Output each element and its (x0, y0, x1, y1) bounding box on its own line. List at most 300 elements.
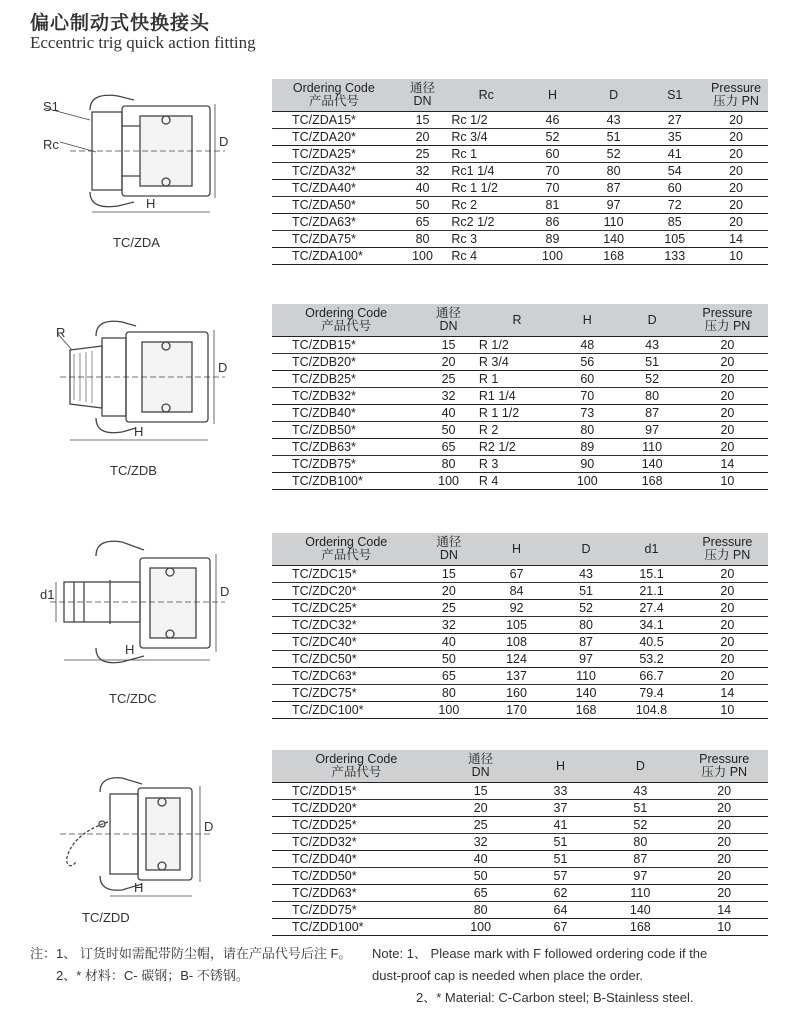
table-cell: 52 (617, 371, 686, 388)
table-cell: 80 (600, 834, 680, 851)
table-cell: R 2 (477, 422, 557, 439)
col-s1: S1 (645, 79, 704, 112)
table-cell: 65 (396, 214, 450, 231)
col-code: Ordering Code 产品代号 (272, 533, 420, 566)
col-dn: 通径 DN (420, 304, 477, 337)
table-cell: R1 1/4 (477, 388, 557, 405)
ordering-code-cell: TC/ZDD63* (272, 885, 441, 902)
ordering-code-cell: TC/ZDA15* (272, 112, 396, 129)
col-code: Ordering Code 产品代号 (272, 79, 396, 112)
table-cell: 87 (556, 634, 616, 651)
ordering-code-cell: TC/ZDC15* (272, 566, 420, 583)
table-cell: 80 (420, 685, 477, 702)
ordering-code-cell: TC/ZDC50* (272, 651, 420, 668)
table-cell: 90 (557, 456, 617, 473)
table-cell: 20 (704, 197, 768, 214)
table-cell: 80 (396, 231, 450, 248)
table-cell: 20 (687, 422, 768, 439)
ordering-code-cell: TC/ZDB100* (272, 473, 420, 490)
table-cell: 20 (687, 634, 768, 651)
table-cell: 15 (420, 566, 477, 583)
table-cell: 48 (557, 337, 617, 354)
table-cell: 20 (680, 851, 768, 868)
table-cell: 52 (556, 600, 616, 617)
table-cell: 33 (521, 783, 601, 800)
table-cell: 20 (687, 371, 768, 388)
table-cell: 50 (441, 868, 521, 885)
figure-zdc (30, 532, 230, 682)
note-en-2: dust-proof cap is needed when place the order. (372, 968, 644, 983)
table-cell: 100 (420, 473, 477, 490)
table-cell: 35 (645, 129, 704, 146)
table-cell: 20 (680, 800, 768, 817)
col-dn: 通径 DN (396, 79, 450, 112)
table-cell: 80 (441, 902, 521, 919)
table-cell: 20 (687, 354, 768, 371)
col-code: Ordering Code 产品代号 (272, 750, 441, 783)
ordering-code-cell: TC/ZDD100* (272, 919, 441, 936)
ordering-code-cell: TC/ZDD75* (272, 902, 441, 919)
table-cell: 51 (582, 129, 646, 146)
table-cell: Rc 3/4 (449, 129, 523, 146)
h-label: H (134, 424, 144, 439)
table-cell: 50 (420, 422, 477, 439)
table-cell: 20 (687, 651, 768, 668)
table-row (272, 783, 768, 800)
table-cell: 20 (687, 566, 768, 583)
table-cell: 140 (556, 685, 616, 702)
table-cell: 20 (704, 214, 768, 231)
table-cell: 57 (521, 868, 601, 885)
table-row (272, 180, 768, 197)
table-cell: R 1 (477, 371, 557, 388)
table-cell: 32 (396, 163, 450, 180)
table-cell: 32 (420, 388, 477, 405)
table-cell: 89 (557, 439, 617, 456)
table-cell: 140 (582, 231, 646, 248)
col-d: D (617, 304, 686, 337)
table-cell: 84 (477, 583, 556, 600)
table-cell: 53.2 (616, 651, 686, 668)
ordering-code-cell: TC/ZDD25* (272, 817, 441, 834)
table-cell: 32 (420, 617, 477, 634)
ordering-code-cell: TC/ZDA25* (272, 146, 396, 163)
ordering-code-cell: TC/ZDA63* (272, 214, 396, 231)
table-cell: 20 (687, 600, 768, 617)
ordering-code-cell: TC/ZDD20* (272, 800, 441, 817)
table-cell: 64 (521, 902, 601, 919)
table-cell: 170 (477, 702, 556, 719)
table-row (272, 405, 768, 422)
col-pressure: Pressure 压力 PN (687, 304, 768, 337)
page-title-en: Eccentric trig quick action fitting (30, 33, 256, 52)
table-cell: 81 (523, 197, 582, 214)
table-cell: 15 (441, 783, 521, 800)
table-cell: 20 (680, 885, 768, 902)
table-cell: 14 (704, 231, 768, 248)
table-cell: 60 (645, 180, 704, 197)
table-cell: R2 1/2 (477, 439, 557, 456)
table-cell: R 1 1/2 (477, 405, 557, 422)
table-row (272, 617, 768, 634)
ordering-code-cell: TC/ZDB20* (272, 354, 420, 371)
table-cell: 51 (600, 800, 680, 817)
table-cell: 43 (617, 337, 686, 354)
table-cell: 104.8 (616, 702, 686, 719)
table-cell: Rc 4 (449, 248, 523, 265)
table-cell: 52 (523, 129, 582, 146)
table-cell: R 4 (477, 473, 557, 490)
table-row (272, 600, 768, 617)
table-cell: 25 (420, 371, 477, 388)
table-cell: Rc 1 1/2 (449, 180, 523, 197)
table-cell: 97 (617, 422, 686, 439)
table-cell: 80 (420, 456, 477, 473)
table-row (272, 354, 768, 371)
table-cell: 20 (687, 617, 768, 634)
col-r: R (477, 304, 557, 337)
table-cell: 100 (396, 248, 450, 265)
table-row (272, 129, 768, 146)
table-cell: 40 (441, 851, 521, 868)
table-cell: 41 (521, 817, 601, 834)
table-row (272, 902, 768, 919)
col-d: D (582, 79, 646, 112)
h-label: H (146, 196, 156, 211)
col-code: Ordering Code 产品代号 (272, 304, 420, 337)
table-cell: 56 (557, 354, 617, 371)
table-row (272, 422, 768, 439)
table-cell: 43 (600, 783, 680, 800)
table-row (272, 685, 768, 702)
ordering-code-cell: TC/ZDC75* (272, 685, 420, 702)
col-rc: Rc (449, 79, 523, 112)
ordering-code-cell: TC/ZDD40* (272, 851, 441, 868)
ordering-code-cell: TC/ZDA32* (272, 163, 396, 180)
table-cell: 25 (396, 146, 450, 163)
table-cell: 21.1 (616, 583, 686, 600)
table-cell: 20 (704, 163, 768, 180)
table-cell: 66.7 (616, 668, 686, 685)
table-zdd (272, 750, 768, 936)
table-cell: 80 (617, 388, 686, 405)
table-row (272, 473, 768, 490)
table-row (272, 248, 768, 265)
table-cell: 110 (582, 214, 646, 231)
table-cell: 10 (687, 702, 768, 719)
ordering-code-cell: TC/ZDB63* (272, 439, 420, 456)
zda-drawing (30, 82, 230, 232)
table-cell: 51 (617, 354, 686, 371)
table-cell: 20 (704, 180, 768, 197)
table-row (272, 439, 768, 456)
table-row (272, 371, 768, 388)
table-cell: 51 (521, 834, 601, 851)
col-h: H (557, 304, 617, 337)
table-row (272, 919, 768, 936)
table-cell: 25 (420, 600, 477, 617)
table-cell: 20 (680, 868, 768, 885)
ordering-code-cell: TC/ZDD50* (272, 868, 441, 885)
table-cell: 70 (523, 180, 582, 197)
table-cell: 15 (396, 112, 450, 129)
table-row (272, 163, 768, 180)
table-row (272, 851, 768, 868)
table-cell: 20 (441, 800, 521, 817)
table-cell: 51 (521, 851, 601, 868)
table-cell: 50 (396, 197, 450, 214)
table-cell: 97 (556, 651, 616, 668)
table-cell: 124 (477, 651, 556, 668)
table-cell: 168 (617, 473, 686, 490)
table-cell: 10 (680, 919, 768, 936)
ordering-code-cell: TC/ZDB75* (272, 456, 420, 473)
col-d: D (600, 750, 680, 783)
table-row (272, 668, 768, 685)
table-cell: 137 (477, 668, 556, 685)
h-label: H (134, 880, 144, 895)
note-en-3: 2、* Material: C-Carbon steel; B-Stainless steel. (416, 990, 694, 1005)
table-cell: 105 (477, 617, 556, 634)
ordering-code-cell: TC/ZDC40* (272, 634, 420, 651)
table-cell: R 3 (477, 456, 557, 473)
figure-zdb (30, 308, 230, 453)
table-cell: 70 (557, 388, 617, 405)
table-cell: 20 (687, 668, 768, 685)
table-cell: 86 (523, 214, 582, 231)
table-cell: R 1/2 (477, 337, 557, 354)
table-cell: 97 (600, 868, 680, 885)
table-cell: 87 (582, 180, 646, 197)
table-cell: 20 (687, 439, 768, 456)
ordering-code-cell: TC/ZDA75* (272, 231, 396, 248)
table-cell: 20 (704, 129, 768, 146)
ordering-code-cell: TC/ZDC20* (272, 583, 420, 600)
table-cell: 100 (441, 919, 521, 936)
table-cell: 20 (687, 388, 768, 405)
table-cell: 110 (617, 439, 686, 456)
table-row (272, 197, 768, 214)
table-row (272, 800, 768, 817)
ordering-code-cell: TC/ZDB32* (272, 388, 420, 405)
d-label: D (219, 134, 229, 149)
s1-label: S1 (43, 99, 59, 114)
table-cell: 40.5 (616, 634, 686, 651)
col-dn: 通径 DN (441, 750, 521, 783)
table-cell: 10 (687, 473, 768, 490)
table-row (272, 817, 768, 834)
table-cell: Rc 3 (449, 231, 523, 248)
table-cell: 27.4 (616, 600, 686, 617)
section-label-zdc: TC/ZDC (109, 691, 157, 706)
table-row (272, 634, 768, 651)
table-cell: 52 (600, 817, 680, 834)
table-cell: 73 (557, 405, 617, 422)
table-cell: 37 (521, 800, 601, 817)
zdc-drawing (30, 532, 230, 682)
table-zdb (272, 304, 768, 490)
table-cell: 160 (477, 685, 556, 702)
table-cell: 140 (600, 902, 680, 919)
h-label: H (125, 642, 135, 657)
ordering-code-cell: TC/ZDC63* (272, 668, 420, 685)
table-cell: 10 (704, 248, 768, 265)
table-cell: 14 (687, 685, 768, 702)
table-cell: 20 (420, 354, 477, 371)
table-cell: 20 (680, 783, 768, 800)
table-cell: 15.1 (616, 566, 686, 583)
table-cell: Rc1 1/4 (449, 163, 523, 180)
page-title-cn: 偏心制动式快换接头 (30, 13, 211, 34)
table-cell: 20 (680, 817, 768, 834)
note-cn-1: 注：1、 订货时如需配带防尘帽，请在产品代号后注 F。 (30, 946, 352, 961)
table-cell: 105 (645, 231, 704, 248)
col-pressure: Pressure 压力 PN (680, 750, 768, 783)
figure-zdd (30, 764, 220, 914)
table-cell: 20 (420, 583, 477, 600)
table-row (272, 388, 768, 405)
table-cell: 108 (477, 634, 556, 651)
table-cell: 80 (556, 617, 616, 634)
table-cell: 67 (477, 566, 556, 583)
table-row (272, 885, 768, 902)
table-cell: 41 (645, 146, 704, 163)
table-row (272, 337, 768, 354)
table-cell: Rc 1/2 (449, 112, 523, 129)
table-cell: 72 (645, 197, 704, 214)
table-row (272, 231, 768, 248)
table-cell: 27 (645, 112, 704, 129)
table-zda (272, 79, 768, 265)
table-cell: 20 (396, 129, 450, 146)
rc-label: Rc (43, 137, 59, 152)
table-cell: 51 (556, 583, 616, 600)
ordering-code-cell: TC/ZDB40* (272, 405, 420, 422)
ordering-code-cell: TC/ZDC100* (272, 702, 420, 719)
d-label: D (220, 584, 230, 599)
table-cell: 80 (557, 422, 617, 439)
col-dn: 通径 DN (420, 533, 477, 566)
table-cell: 168 (600, 919, 680, 936)
table-cell: R 3/4 (477, 354, 557, 371)
notes-cn (30, 943, 351, 987)
table-cell: 65 (441, 885, 521, 902)
table-row (272, 112, 768, 129)
notes-en (372, 943, 772, 1009)
table-cell: 97 (582, 197, 646, 214)
table-row (272, 146, 768, 163)
col-h: H (521, 750, 601, 783)
table-cell: 92 (477, 600, 556, 617)
table-cell: 140 (617, 456, 686, 473)
table-cell: 79.4 (616, 685, 686, 702)
ordering-code-cell: TC/ZDA40* (272, 180, 396, 197)
table-cell: 168 (556, 702, 616, 719)
table-cell: 67 (521, 919, 601, 936)
table-cell: 110 (600, 885, 680, 902)
table-cell: 100 (523, 248, 582, 265)
table-row (272, 214, 768, 231)
table-cell: 100 (557, 473, 617, 490)
col-pressure: Pressure 压力 PN (704, 79, 768, 112)
table-cell: Rc 1 (449, 146, 523, 163)
table-cell: Rc2 1/2 (449, 214, 523, 231)
table-cell: 20 (687, 337, 768, 354)
ordering-code-cell: TC/ZDC25* (272, 600, 420, 617)
ordering-code-cell: TC/ZDD32* (272, 834, 441, 851)
table-cell: 87 (617, 405, 686, 422)
r-label: R (56, 325, 66, 340)
table-zdc (272, 533, 768, 719)
table-cell: 32 (441, 834, 521, 851)
table-cell: 40 (420, 405, 477, 422)
table-cell: 89 (523, 231, 582, 248)
figure-zda (30, 82, 230, 232)
table-cell: 110 (556, 668, 616, 685)
col-h: H (477, 533, 556, 566)
table-cell: 34.1 (616, 617, 686, 634)
section-label-zda: TC/ZDA (113, 235, 160, 250)
table-cell: 20 (680, 834, 768, 851)
table-cell: 80 (582, 163, 646, 180)
table-cell: 20 (687, 405, 768, 422)
table-cell: Rc 2 (449, 197, 523, 214)
d1-label: d1 (40, 587, 55, 602)
col-pressure: Pressure 压力 PN (687, 533, 768, 566)
ordering-code-cell: TC/ZDA20* (272, 129, 396, 146)
table-cell: 70 (523, 163, 582, 180)
ordering-code-cell: TC/ZDD15* (272, 783, 441, 800)
table-cell: 25 (441, 817, 521, 834)
table-cell: 43 (556, 566, 616, 583)
table-cell: 14 (680, 902, 768, 919)
table-cell: 43 (582, 112, 646, 129)
table-cell: 54 (645, 163, 704, 180)
table-cell: 60 (523, 146, 582, 163)
table-cell: 46 (523, 112, 582, 129)
table-row (272, 456, 768, 473)
table-cell: 20 (704, 112, 768, 129)
table-cell: 20 (687, 583, 768, 600)
table-row (272, 583, 768, 600)
table-cell: 40 (396, 180, 450, 197)
section-label-zdd: TC/ZDD (82, 910, 130, 925)
table-row (272, 651, 768, 668)
ordering-code-cell: TC/ZDB25* (272, 371, 420, 388)
table-cell: 168 (582, 248, 646, 265)
d-label: D (204, 819, 214, 834)
col-d: D (556, 533, 616, 566)
table-cell: 87 (600, 851, 680, 868)
table-cell: 85 (645, 214, 704, 231)
ordering-code-cell: TC/ZDA50* (272, 197, 396, 214)
note-en-1: Note: 1、 Please mark with F followed ordering code if the (372, 946, 708, 961)
note-cn-2: 2、* 材料：C- 碳钢；B- 不锈钢。 (56, 968, 249, 983)
ordering-code-cell: TC/ZDB15* (272, 337, 420, 354)
ordering-code-cell: TC/ZDA100* (272, 248, 396, 265)
table-cell: 100 (420, 702, 477, 719)
table-cell: 52 (582, 146, 646, 163)
table-row (272, 566, 768, 583)
table-cell: 50 (420, 651, 477, 668)
col-h: H (523, 79, 582, 112)
table-cell: 60 (557, 371, 617, 388)
table-cell: 15 (420, 337, 477, 354)
zdd-drawing (30, 764, 220, 914)
table-row (272, 834, 768, 851)
table-cell: 20 (704, 146, 768, 163)
ordering-code-cell: TC/ZDB50* (272, 422, 420, 439)
